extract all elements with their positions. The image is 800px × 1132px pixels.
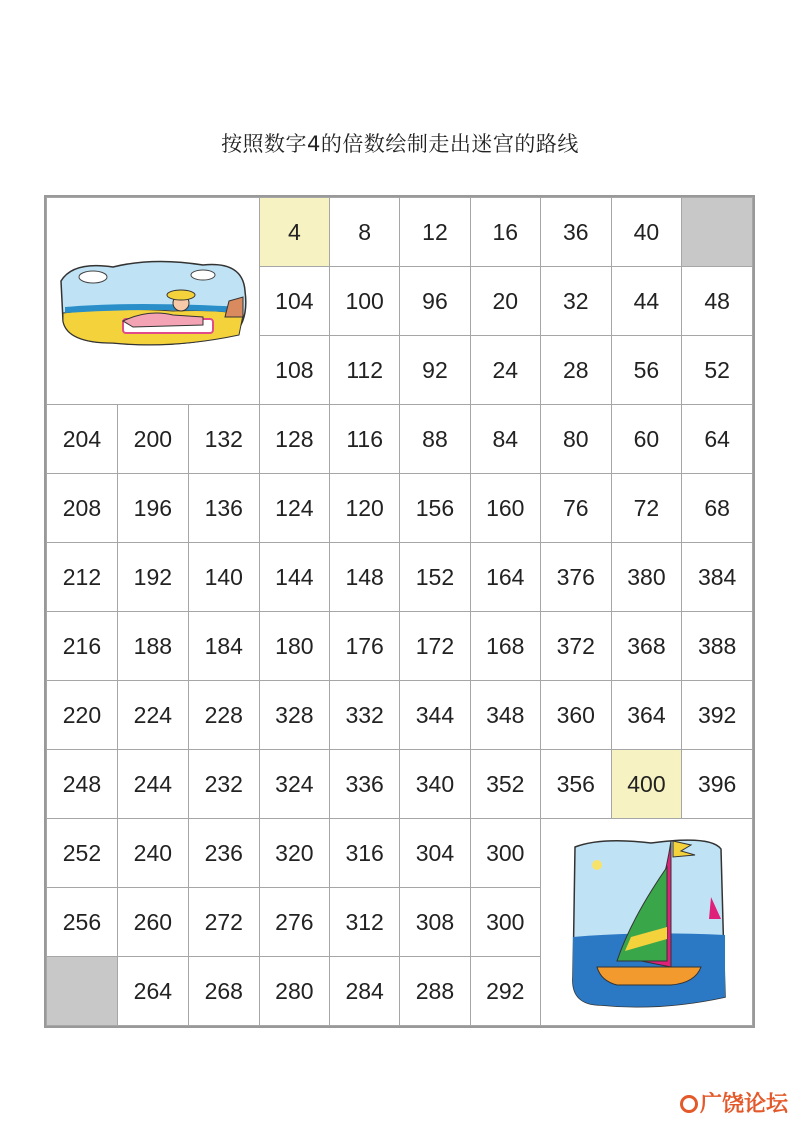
maze-cell[interactable]: 392 bbox=[682, 681, 753, 750]
maze-cell[interactable]: 324 bbox=[259, 750, 329, 819]
maze-cell[interactable]: 212 bbox=[47, 543, 118, 612]
maze-cell[interactable]: 104 bbox=[259, 267, 329, 336]
watermark-logo bbox=[680, 1087, 788, 1118]
maze-cell[interactable]: 340 bbox=[400, 750, 470, 819]
maze-cell[interactable]: 68 bbox=[682, 474, 753, 543]
maze-cell[interactable]: 36 bbox=[540, 198, 611, 267]
maze-cell[interactable]: 144 bbox=[259, 543, 329, 612]
sailboat-picture bbox=[561, 827, 731, 1017]
maze-cell[interactable]: 304 bbox=[400, 819, 470, 888]
maze-cell[interactable]: 220 bbox=[47, 681, 118, 750]
maze-cell[interactable]: 312 bbox=[330, 888, 400, 957]
maze-cell[interactable]: 200 bbox=[117, 405, 188, 474]
maze-cell[interactable]: 180 bbox=[259, 612, 329, 681]
maze-cell[interactable]: 352 bbox=[470, 750, 540, 819]
maze-cell[interactable]: 256 bbox=[47, 888, 118, 957]
maze-cell[interactable]: 148 bbox=[330, 543, 400, 612]
maze-cell[interactable]: 284 bbox=[330, 957, 400, 1026]
maze-cell[interactable]: 32 bbox=[540, 267, 611, 336]
maze-cell[interactable]: 336 bbox=[330, 750, 400, 819]
maze-cell[interactable]: 8 bbox=[330, 198, 400, 267]
maze-cell[interactable]: 28 bbox=[540, 336, 611, 405]
beach-picture-cell bbox=[47, 198, 260, 405]
watermark-text: 广饶论坛 bbox=[699, 1092, 788, 1117]
maze-cell[interactable]: 384 bbox=[682, 543, 753, 612]
maze-cell[interactable]: 264 bbox=[117, 957, 188, 1026]
maze-cell[interactable]: 140 bbox=[188, 543, 259, 612]
maze-cell[interactable]: 244 bbox=[117, 750, 188, 819]
maze-cell[interactable]: 84 bbox=[470, 405, 540, 474]
maze-cell[interactable]: 76 bbox=[540, 474, 611, 543]
maze-cell[interactable]: 248 bbox=[47, 750, 118, 819]
maze-cell[interactable]: 396 bbox=[682, 750, 753, 819]
maze-cell[interactable]: 52 bbox=[682, 336, 753, 405]
maze-cell[interactable]: 332 bbox=[330, 681, 400, 750]
maze-cell[interactable]: 228 bbox=[188, 681, 259, 750]
maze-cell[interactable]: 372 bbox=[540, 612, 611, 681]
maze-cell[interactable]: 240 bbox=[117, 819, 188, 888]
number-maze bbox=[44, 195, 755, 1028]
sailboat-picture-cell bbox=[540, 819, 752, 1026]
maze-cell[interactable]: 92 bbox=[400, 336, 470, 405]
maze-cell[interactable]: 188 bbox=[117, 612, 188, 681]
maze-cell[interactable]: 276 bbox=[259, 888, 329, 957]
maze-cell[interactable]: 136 bbox=[188, 474, 259, 543]
maze-row bbox=[47, 681, 753, 750]
maze-cell[interactable]: 224 bbox=[117, 681, 188, 750]
maze-row bbox=[47, 750, 753, 819]
maze-cell[interactable]: 156 bbox=[400, 474, 470, 543]
maze-cell[interactable]: 132 bbox=[188, 405, 259, 474]
maze-cell[interactable]: 376 bbox=[540, 543, 611, 612]
maze-cell[interactable]: 56 bbox=[611, 336, 682, 405]
maze-cell[interactable]: 116 bbox=[330, 405, 400, 474]
maze-cell[interactable]: 360 bbox=[540, 681, 611, 750]
maze-cell[interactable]: 12 bbox=[400, 198, 470, 267]
maze-cell[interactable]: 236 bbox=[188, 819, 259, 888]
maze-cell[interactable]: 364 bbox=[611, 681, 682, 750]
maze-cell[interactable]: 16 bbox=[470, 198, 540, 267]
maze-cell[interactable]: 300 bbox=[470, 819, 540, 888]
maze-cell[interactable]: 300 bbox=[470, 888, 540, 957]
maze-row bbox=[47, 474, 753, 543]
maze-cell[interactable]: 348 bbox=[470, 681, 540, 750]
maze-cell[interactable]: 344 bbox=[400, 681, 470, 750]
maze-cell[interactable]: 168 bbox=[470, 612, 540, 681]
maze-row bbox=[47, 819, 753, 888]
maze-cell[interactable]: 176 bbox=[330, 612, 400, 681]
maze-cell[interactable]: 252 bbox=[47, 819, 118, 888]
maze-cell[interactable]: 316 bbox=[330, 819, 400, 888]
maze-row bbox=[47, 405, 753, 474]
maze-cell[interactable]: 124 bbox=[259, 474, 329, 543]
maze-cell[interactable]: 280 bbox=[259, 957, 329, 1026]
maze-cell[interactable]: 64 bbox=[682, 405, 753, 474]
maze-wall-cell bbox=[682, 198, 753, 267]
maze-row bbox=[47, 612, 753, 681]
maze-cell[interactable]: 192 bbox=[117, 543, 188, 612]
maze-cell[interactable]: 80 bbox=[540, 405, 611, 474]
maze-row bbox=[47, 198, 753, 267]
maze-cell[interactable]: 260 bbox=[117, 888, 188, 957]
logo-ring-icon bbox=[680, 1095, 698, 1113]
maze-cell[interactable]: 216 bbox=[47, 612, 118, 681]
maze-cell[interactable]: 44 bbox=[611, 267, 682, 336]
maze-cell[interactable]: 292 bbox=[470, 957, 540, 1026]
maze-cell[interactable]: 164 bbox=[470, 543, 540, 612]
maze-cell[interactable]: 272 bbox=[188, 888, 259, 957]
maze-cell[interactable]: 368 bbox=[611, 612, 682, 681]
maze-cell[interactable]: 128 bbox=[259, 405, 329, 474]
maze-cell[interactable]: 112 bbox=[330, 336, 400, 405]
page-title: 按照数字4的倍数绘制走出迷宫的路线 bbox=[221, 132, 579, 156]
maze-cell[interactable]: 60 bbox=[611, 405, 682, 474]
maze-cell[interactable]: 328 bbox=[259, 681, 329, 750]
maze-cell[interactable]: 308 bbox=[400, 888, 470, 957]
maze-grid bbox=[46, 197, 753, 1026]
maze-cell[interactable]: 388 bbox=[682, 612, 753, 681]
maze-cell[interactable]: 20 bbox=[470, 267, 540, 336]
maze-cell[interactable]: 24 bbox=[470, 336, 540, 405]
maze-cell[interactable]: 232 bbox=[188, 750, 259, 819]
maze-cell[interactable]: 152 bbox=[400, 543, 470, 612]
maze-start-cell[interactable]: 4 bbox=[259, 198, 329, 267]
maze-cell[interactable]: 40 bbox=[611, 198, 682, 267]
maze-cell[interactable]: 108 bbox=[259, 336, 329, 405]
maze-cell[interactable]: 184 bbox=[188, 612, 259, 681]
maze-cell[interactable]: 72 bbox=[611, 474, 682, 543]
maze-cell[interactable]: 48 bbox=[682, 267, 753, 336]
maze-cell[interactable]: 204 bbox=[47, 405, 118, 474]
maze-cell[interactable]: 288 bbox=[400, 957, 470, 1026]
maze-cell[interactable]: 160 bbox=[470, 474, 540, 543]
maze-end-cell[interactable]: 400 bbox=[611, 750, 682, 819]
maze-cell[interactable]: 356 bbox=[540, 750, 611, 819]
maze-cell[interactable]: 196 bbox=[117, 474, 188, 543]
maze-row bbox=[47, 543, 753, 612]
maze-cell[interactable]: 380 bbox=[611, 543, 682, 612]
maze-cell[interactable]: 320 bbox=[259, 819, 329, 888]
maze-cell[interactable]: 88 bbox=[400, 405, 470, 474]
maze-cell[interactable]: 100 bbox=[330, 267, 400, 336]
beach-girl-picture bbox=[53, 251, 253, 351]
maze-cell[interactable]: 172 bbox=[400, 612, 470, 681]
maze-cell[interactable]: 120 bbox=[330, 474, 400, 543]
maze-cell[interactable]: 208 bbox=[47, 474, 118, 543]
maze-wall-cell bbox=[47, 957, 118, 1026]
maze-cell[interactable]: 268 bbox=[188, 957, 259, 1026]
maze-cell[interactable]: 96 bbox=[400, 267, 470, 336]
